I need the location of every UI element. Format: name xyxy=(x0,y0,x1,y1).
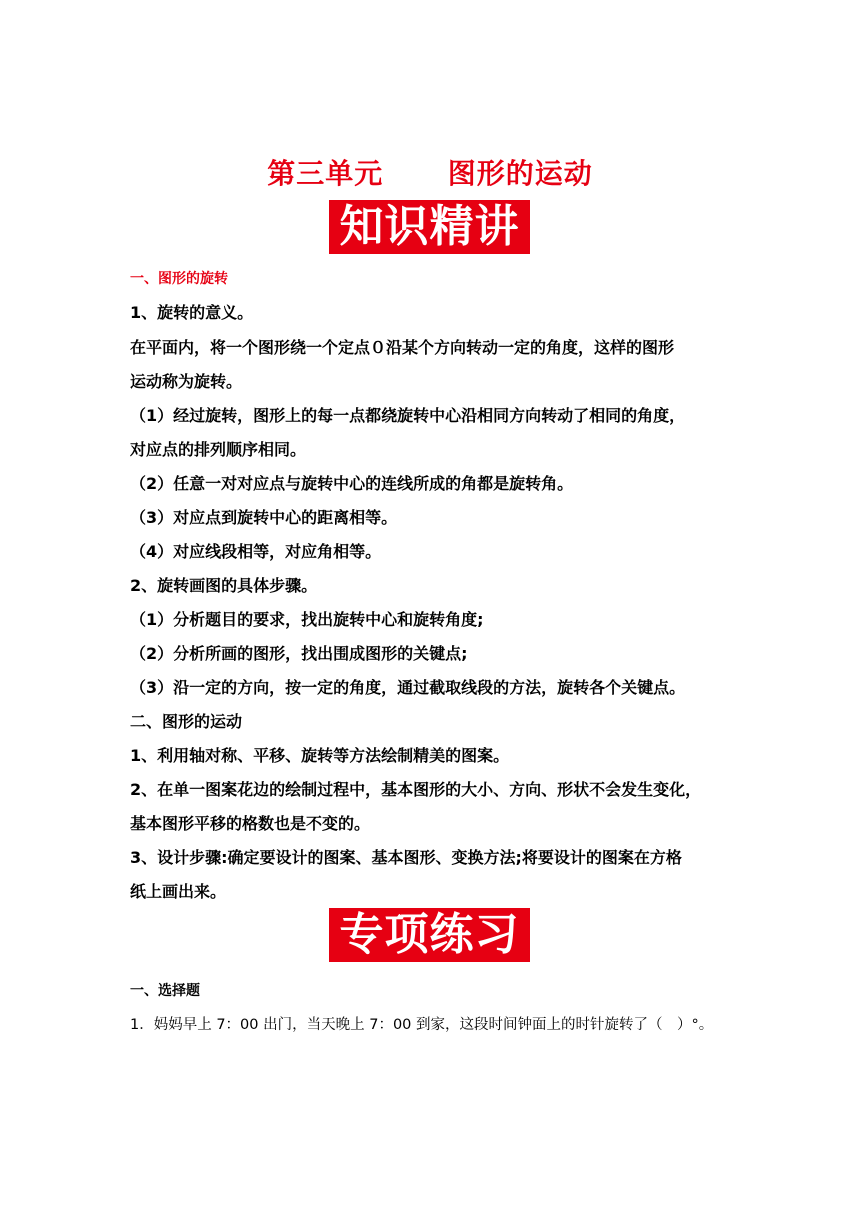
motion-3-line-1: 3、设计步骤:确定要设计的图案、基本图形、变换方法;将要设计的图案在方格 xyxy=(130,848,682,867)
motion-1: 1、利用轴对称、平移、旋转等方法绘制精美的图案。 xyxy=(130,746,510,765)
meaning-text-line-1: 在平面内，将一个图形绕一个定点０沿某个方向转动一定的角度，这样的图形 xyxy=(130,338,675,357)
motion-2-line-1: 2、在单一图案花边的绘制过程中，基本图形的大小、方向、形状不会发生变化， xyxy=(130,780,702,799)
practice-section-heading: 一、选择题 xyxy=(130,983,200,999)
practice-banner: 专项练习 xyxy=(329,908,530,962)
property-1-line-1: （1）经过旋转，图形上的每一点都绕旋转中心沿相同方向转动了相同的角度， xyxy=(130,406,686,425)
section1-heading: 一、图形的旋转 xyxy=(130,271,228,287)
question-1: 1．妈妈早上 7：00 出门，当天晚上 7：00 到家，这段时间钟面上的时针旋转了（ ）°。 xyxy=(130,1017,714,1033)
section2-heading: 二、图形的运动 xyxy=(130,712,243,731)
motion-2-line-2: 基本图形平移的格数也是不变的。 xyxy=(130,814,371,833)
knowledge-banner: 知识精讲 xyxy=(329,200,530,254)
property-3: （3）对应点到旋转中心的距离相等。 xyxy=(130,508,398,527)
step-1: （1）分析题目的要求，找出旋转中心和旋转角度; xyxy=(130,610,484,629)
property-1-line-2: 对应点的排列顺序相同。 xyxy=(130,440,307,459)
property-2: （2）任意一对对应点与旋转中心的连线所成的角都是旋转角。 xyxy=(130,474,574,493)
meaning-text-line-2: 运动称为旋转。 xyxy=(130,372,243,391)
unit-title: 第三单元 图形的运动 xyxy=(267,157,593,190)
steps-heading: 2、旋转画图的具体步骤。 xyxy=(130,576,318,595)
step-3: （3）沿一定的方向，按一定的角度，通过截取线段的方法，旋转各个关键点。 xyxy=(130,678,686,697)
meaning-heading: 1、旋转的意义。 xyxy=(130,303,254,322)
step-2: （2）分析所画的图形，找出围成图形的关键点; xyxy=(130,644,468,663)
motion-3-line-2: 纸上画出来。 xyxy=(130,882,227,901)
property-4: （4）对应线段相等，对应角相等。 xyxy=(130,542,382,561)
